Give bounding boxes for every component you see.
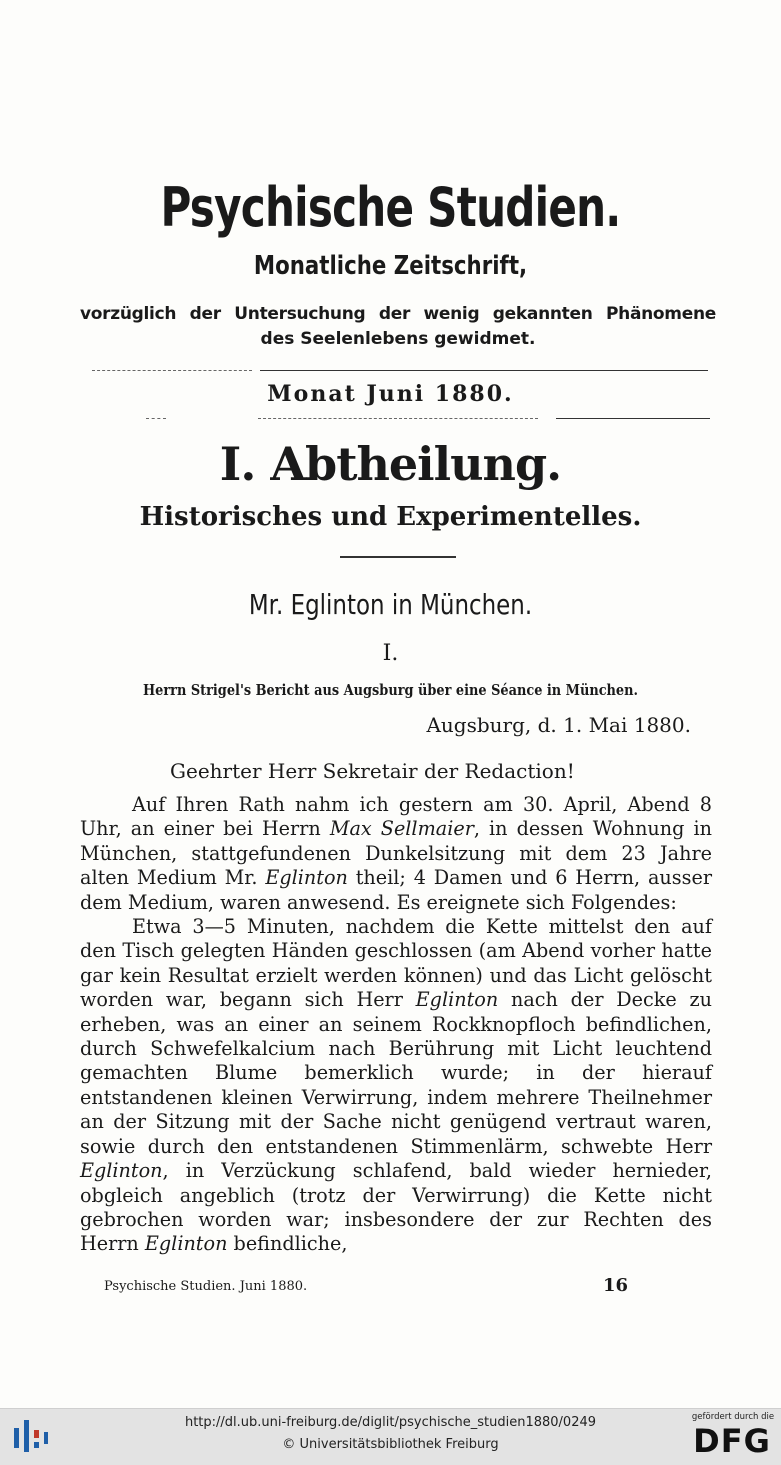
paragraph-2 bbox=[80, 915, 712, 1257]
rule-section bbox=[340, 556, 456, 558]
report-heading: Herrn Strigel's Bericht aus Augsburg über eine Séance in München. bbox=[142, 681, 639, 699]
name-run: Eglinton bbox=[265, 866, 348, 890]
rule-top-right bbox=[260, 370, 708, 371]
text-run: nach der Decke zu erheben, was an einer an seinem Rockknopfloch befindlichen, durch Schwefelkalcium nach Berührung mit Licht leuchtend gemachten Blume bemerklich wurde; in der hierauf entstandenen kleinen Verwirrung, indem mehrere Theilnehmer an der Sitzung mit der Sache nicht genügend vertraut waren, sowie durch den entstandenen Stimmenlärm, schwebte Herr bbox=[80, 988, 712, 1158]
name-run: Eglinton bbox=[415, 988, 499, 1012]
dfg-caption: gefördert durch die bbox=[691, 1412, 775, 1422]
dateline: Augsburg, d. 1. Mai 1880. bbox=[426, 713, 691, 737]
text-run: , in dessen Wohnung in München, stattgefundenen Dunkelsitzung mit dem 23 Jahre alten Medium Mr. bbox=[80, 817, 712, 890]
text-run: Etwa 3—5 Minuten, nachdem die Kette mittelst den auf den Tisch gelegten Händen geschlossen (am Abend vorher hatte gar kein Resultat erzielt werden können) und das Licht gelöscht worden war, begann sich Herr bbox=[80, 915, 712, 1012]
article-title: Mr. Eglinton in München. bbox=[248, 588, 533, 621]
rule-mid-left bbox=[146, 418, 166, 419]
text-run: theil; 4 Damen und 6 Herrn, ausser dem Medium, waren anwesend. Es ereignete sich Folgendes: bbox=[80, 866, 712, 914]
journal-title: Psychische Studien. bbox=[160, 176, 621, 239]
issue-month: Monat Juni 1880. bbox=[267, 381, 514, 407]
description-line-1: vorzüglich der Untersuchung der wenig gekannten Phänomene bbox=[80, 304, 716, 324]
article-body bbox=[80, 793, 712, 1257]
page-number: 16 bbox=[603, 1275, 629, 1296]
section-subtitle: Historisches und Experimentelles. bbox=[139, 502, 642, 532]
dfg-logo-icon[interactable]: DFG bbox=[693, 1422, 771, 1460]
section-title: I. Abtheilung. bbox=[219, 437, 562, 491]
copyright-text: © Universitätsbibliothek Freiburg bbox=[282, 1437, 499, 1452]
journal-subtitle: Monatliche Zeitschrift, bbox=[253, 251, 528, 281]
text-run: befindliche, bbox=[227, 1232, 348, 1256]
journal-description bbox=[80, 302, 716, 352]
name-run: Max Sellmaier bbox=[329, 817, 474, 841]
name-run: Eglinton bbox=[80, 1159, 163, 1183]
rule-top-left bbox=[92, 370, 252, 371]
salutation: Geehrter Herr Sekretair der Redaction! bbox=[170, 759, 575, 783]
paragraph-1 bbox=[80, 793, 712, 915]
description-line-2: des Seelenlebens gewidmet. bbox=[260, 329, 536, 349]
rule-mid-right bbox=[556, 418, 710, 419]
text-run: Auf Ihren Rath nahm ich gestern am 30. April, Abend 8 Uhr, an einer bei Herrn bbox=[80, 793, 712, 841]
text-run: , in Verzückung schlafend, bald wieder hernieder, obgleich angeblich (trotz der Verwirrung) die Kette nicht gebrochen worden war; insbesondere der zur Rechten des Herrn bbox=[80, 1159, 712, 1256]
article-part: I. bbox=[382, 641, 399, 666]
footer-signature: Psychische Studien. Juni 1880. bbox=[104, 1279, 308, 1294]
document-url-link[interactable]: http://dl.ub.uni-freiburg.de/diglit/psychische_studien1880/0249 bbox=[184, 1415, 597, 1430]
name-run: Eglinton bbox=[144, 1232, 228, 1256]
rule-mid-center bbox=[258, 418, 538, 419]
